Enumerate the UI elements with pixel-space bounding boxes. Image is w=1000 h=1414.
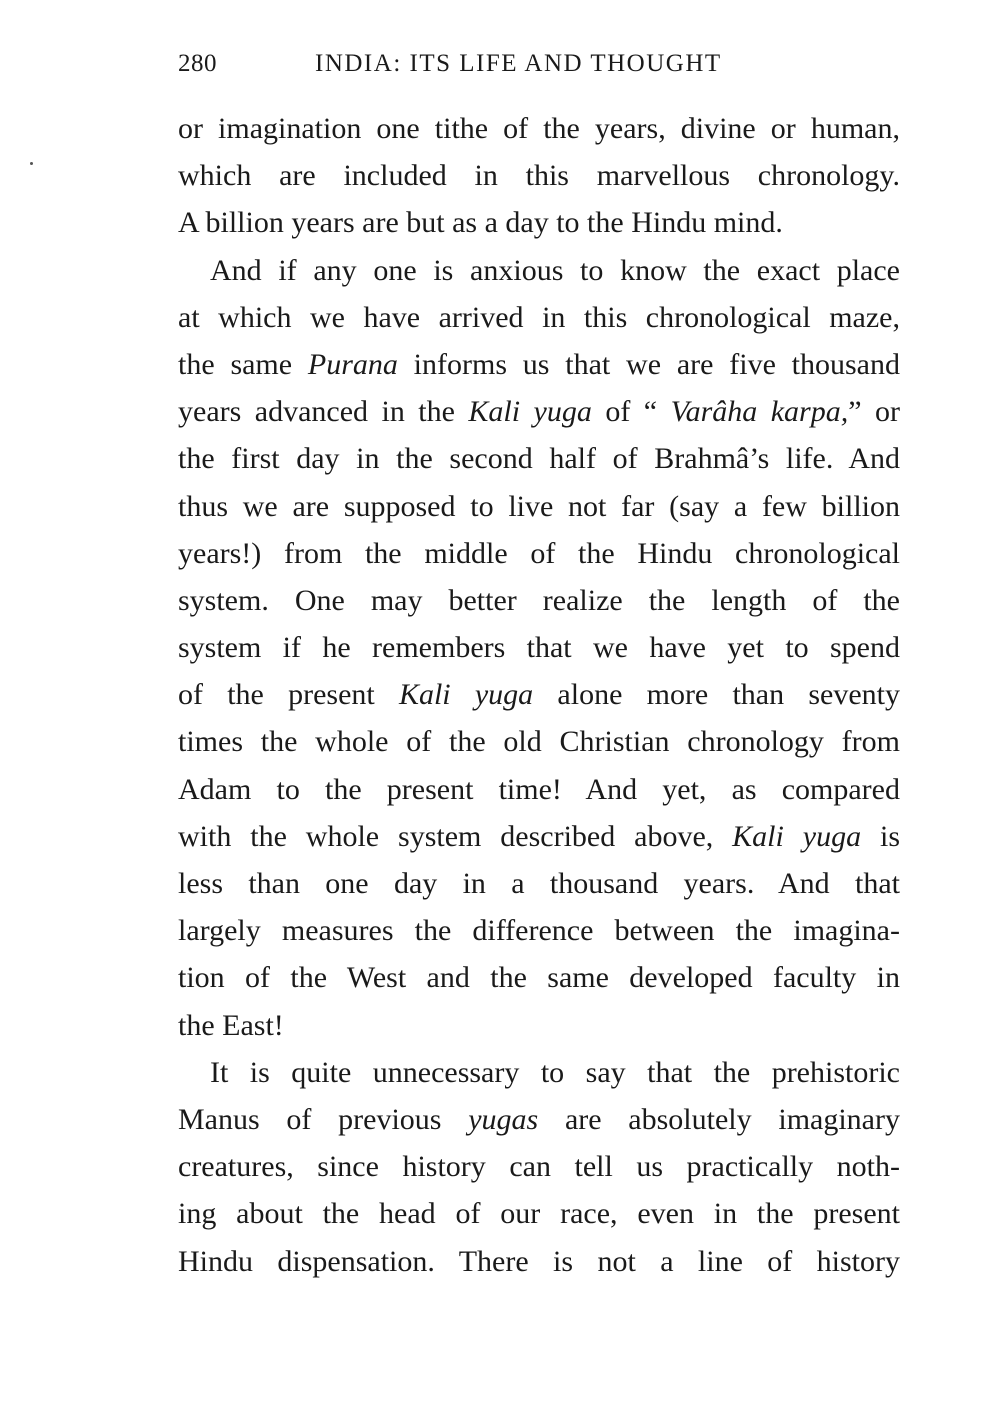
text-run: of “ <box>591 395 671 429</box>
running-title: INDIA: ITS LIFE AND THOUGHT <box>315 50 722 77</box>
text-line <box>178 1096 900 1143</box>
text-run: are absolutely imaginary <box>538 1102 900 1136</box>
text-run: informs us that we are five thousand <box>397 347 900 381</box>
text-line: the East! <box>178 1008 284 1042</box>
italic-term: Varâha karpa, <box>670 395 849 429</box>
text-line: largely measures the difference between the imagina- <box>178 914 900 948</box>
italic-term: yugas <box>468 1102 539 1136</box>
text-line: years!) from the middle of the Hindu chronological <box>178 536 900 570</box>
text-line: system. One may better realize the length of the <box>178 583 900 617</box>
text-line: system if he remembers that we have yet to spend <box>178 631 900 665</box>
text-run: the same <box>178 347 308 381</box>
ink-speck <box>30 162 33 165</box>
italic-term: Purana <box>307 347 398 381</box>
text-line: It is quite unnecessary to say that the prehistoric <box>210 1055 900 1089</box>
text-run: is <box>861 819 900 853</box>
text-line <box>178 341 900 388</box>
text-line: creatures, since history can tell us practically noth- <box>178 1150 900 1184</box>
text-run: Manus of previous <box>178 1102 469 1136</box>
text-run: alone more than seventy <box>533 678 900 712</box>
text-line <box>178 671 900 718</box>
text-line: or imagination one tithe of the years, divine or human, <box>178 112 900 145</box>
text-line: which are included in this marvellous chronology. <box>178 159 900 193</box>
text-line: Adam to the present time! And yet, as compared <box>178 772 900 806</box>
italic-term: Kali yuga <box>732 819 862 853</box>
body-text <box>178 105 900 1285</box>
text-line: ing about the head of our race, even in the present <box>178 1197 900 1231</box>
text-line: times the whole of the old Christian chronology from <box>178 725 900 759</box>
page-number: 280 <box>178 50 217 77</box>
text-line: And if any one is anxious to know the exact place <box>210 253 900 287</box>
text-line: A billion years are but as a day to the Hindu mind. <box>178 206 783 240</box>
text-line: tion of the West and the same developed faculty in <box>178 961 900 995</box>
text-line: at which we have arrived in this chronological maze, <box>178 300 900 334</box>
page-header <box>178 50 778 84</box>
text-line: Hindu dispensation. There is not a line of history <box>178 1244 900 1278</box>
italic-term: Kali yuga <box>398 678 534 712</box>
text-line: thus we are supposed to live not far (say a few billion <box>178 489 900 523</box>
text-run: with the whole system described above, <box>178 819 733 853</box>
italic-term: Kali yuga <box>468 395 592 429</box>
text-run: of the present <box>178 678 399 712</box>
text-run: ” or <box>848 395 900 429</box>
text-line <box>178 388 900 435</box>
text-line: the first day in the second half of Brahmâ’s life. And <box>178 442 900 476</box>
text-line: less than one day in a thousand years. And that <box>178 867 900 900</box>
text-line <box>178 813 900 860</box>
text-run: years advanced in the <box>178 395 469 429</box>
